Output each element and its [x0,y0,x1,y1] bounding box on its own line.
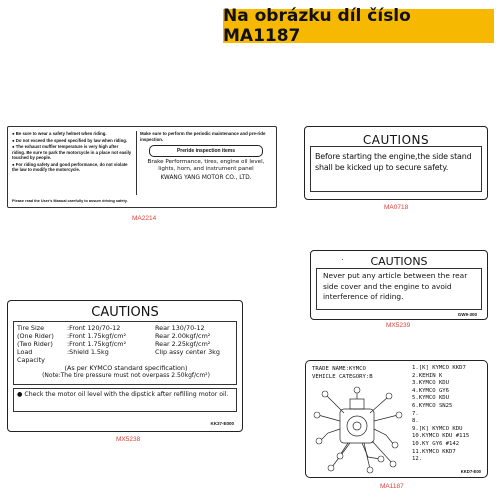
mx5238-oil-note: ● Check the motor oil level with the dipstick after refilling motor oil. [17,391,229,398]
mx5238-row: Tire Size :Front 120/70-12 Rear 130/70-12 [17,324,205,332]
sticker-mx5239 [310,250,488,320]
list-item: 5.KYMCO KDU [412,395,450,402]
part-code-mx5238: MX5238 [116,436,141,443]
sticker-ma1187 [305,360,488,478]
ma2214-line: ● Be sure to wear a safety helmet when riding. [12,131,107,136]
list-item: 10.KY GY6 #142 [412,440,460,447]
mx5239-part-no: GW9-300 [457,312,477,317]
sticker-ma2214 [7,126,277,208]
ma1187-list [412,365,486,464]
ma2214-right-body: Brake Performance, tires, engine oil level, lights, horn, and instrument panel [147,159,265,172]
ma2214-right-panel [140,131,272,199]
ma2214-right-top: Make sure to perform the periodic maintenance and pre-ride inspection. [140,131,266,142]
ma2214-divider [136,131,137,195]
bullet-icon: ● [17,391,25,398]
mx5239-text: Never put any article between the rear side cover and the engine to avoid interference of riding. [323,271,468,301]
list-item: 6.KYMCO SN25 [412,402,453,409]
list-item: 10.KYMCO KDU #115 [412,433,470,440]
sticker-ma0718 [304,126,488,200]
ma1187-trade-name: TRADE NAME:KYMCO [312,366,366,372]
list-item: 12. [412,456,423,463]
ma0718-title: CAUTIONS [362,133,430,147]
mx5238-title: CAUTIONS [91,305,159,320]
list-item: 3.KYMCO KDU [412,380,450,387]
part-code-ma1187: MA1187 [380,483,404,490]
ma5239-dot: · [341,255,344,264]
mx5238-row: (Two Rider) :Front 1.75kgf/cm² Rear 2.25kgf/cm² [17,340,211,348]
banner-title: Na obrázku díl číslo MA1187 [223,6,411,46]
ma0718-text: Before starting the engine,the side stand shall be kicked up to secure safety. [315,152,472,172]
mx5238-part-no: KK37-E000 [210,421,234,426]
ma2214-left-panel [12,131,132,199]
ma2214-line: ● The exhaust muffler temperature is very high after riding. Be sure to park the motorcycle in a place not easily touched by people. [12,144,132,160]
ma2214-footer: Please read the User's Manual carefully to assure driving safety. [12,199,128,203]
list-item: 2.KEHIN K [412,372,443,379]
list-item: 4.KYMCO GY6 [412,387,450,394]
part-code-mx5239: MX5239 [386,322,411,329]
engine-diagram [310,385,406,475]
mx5238-row: Load Capacity :Shield 1.5kg Clip assy center 3kg [17,348,220,364]
ma1187-part-no: KKD7-E00 [460,469,481,474]
part-code-ma2214: MA2214 [132,215,157,222]
list-item: 1.[K] KYMCO KKD7 [412,365,466,371]
ma2214-line: ● Do not exceed the speed specified by law when riding. [12,137,128,143]
part-code-ma0718: MA0718 [384,204,409,211]
mx5238-pressure-note: (Note:The tire pressure must not overpass 2.50kgf/cm²) [42,372,210,379]
sticker-mx5238 [7,300,243,432]
ma2214-maker: KWANG YANG MOTOR CO., LTD. [160,175,252,181]
mx5238-row: (One Rider) :Front 1.75kgf/cm² Rear 2.00kgf/cm² [17,332,211,340]
list-item: 11.KYMCO KKD7 [412,448,456,455]
mx5238-spec-note: (As per KYMCO standard specification) [64,364,188,372]
mx5239-title: CAUTIONS [370,255,428,268]
ma2214-line: ● For riding safety and good performance, do not violate the law to modify the motorcycle. [12,161,128,172]
list-item: 8. [412,418,419,425]
mx5238-table [17,324,235,380]
list-item: 9.[K] KYMCO KDU [412,425,463,432]
ma1187-vehicle-category: VEHICLE CATEGORY:B [312,374,373,380]
list-item: 7. [412,410,419,417]
ma2214-inspection-tag: Preride inspection items [149,145,263,157]
part-number-banner [223,6,494,46]
